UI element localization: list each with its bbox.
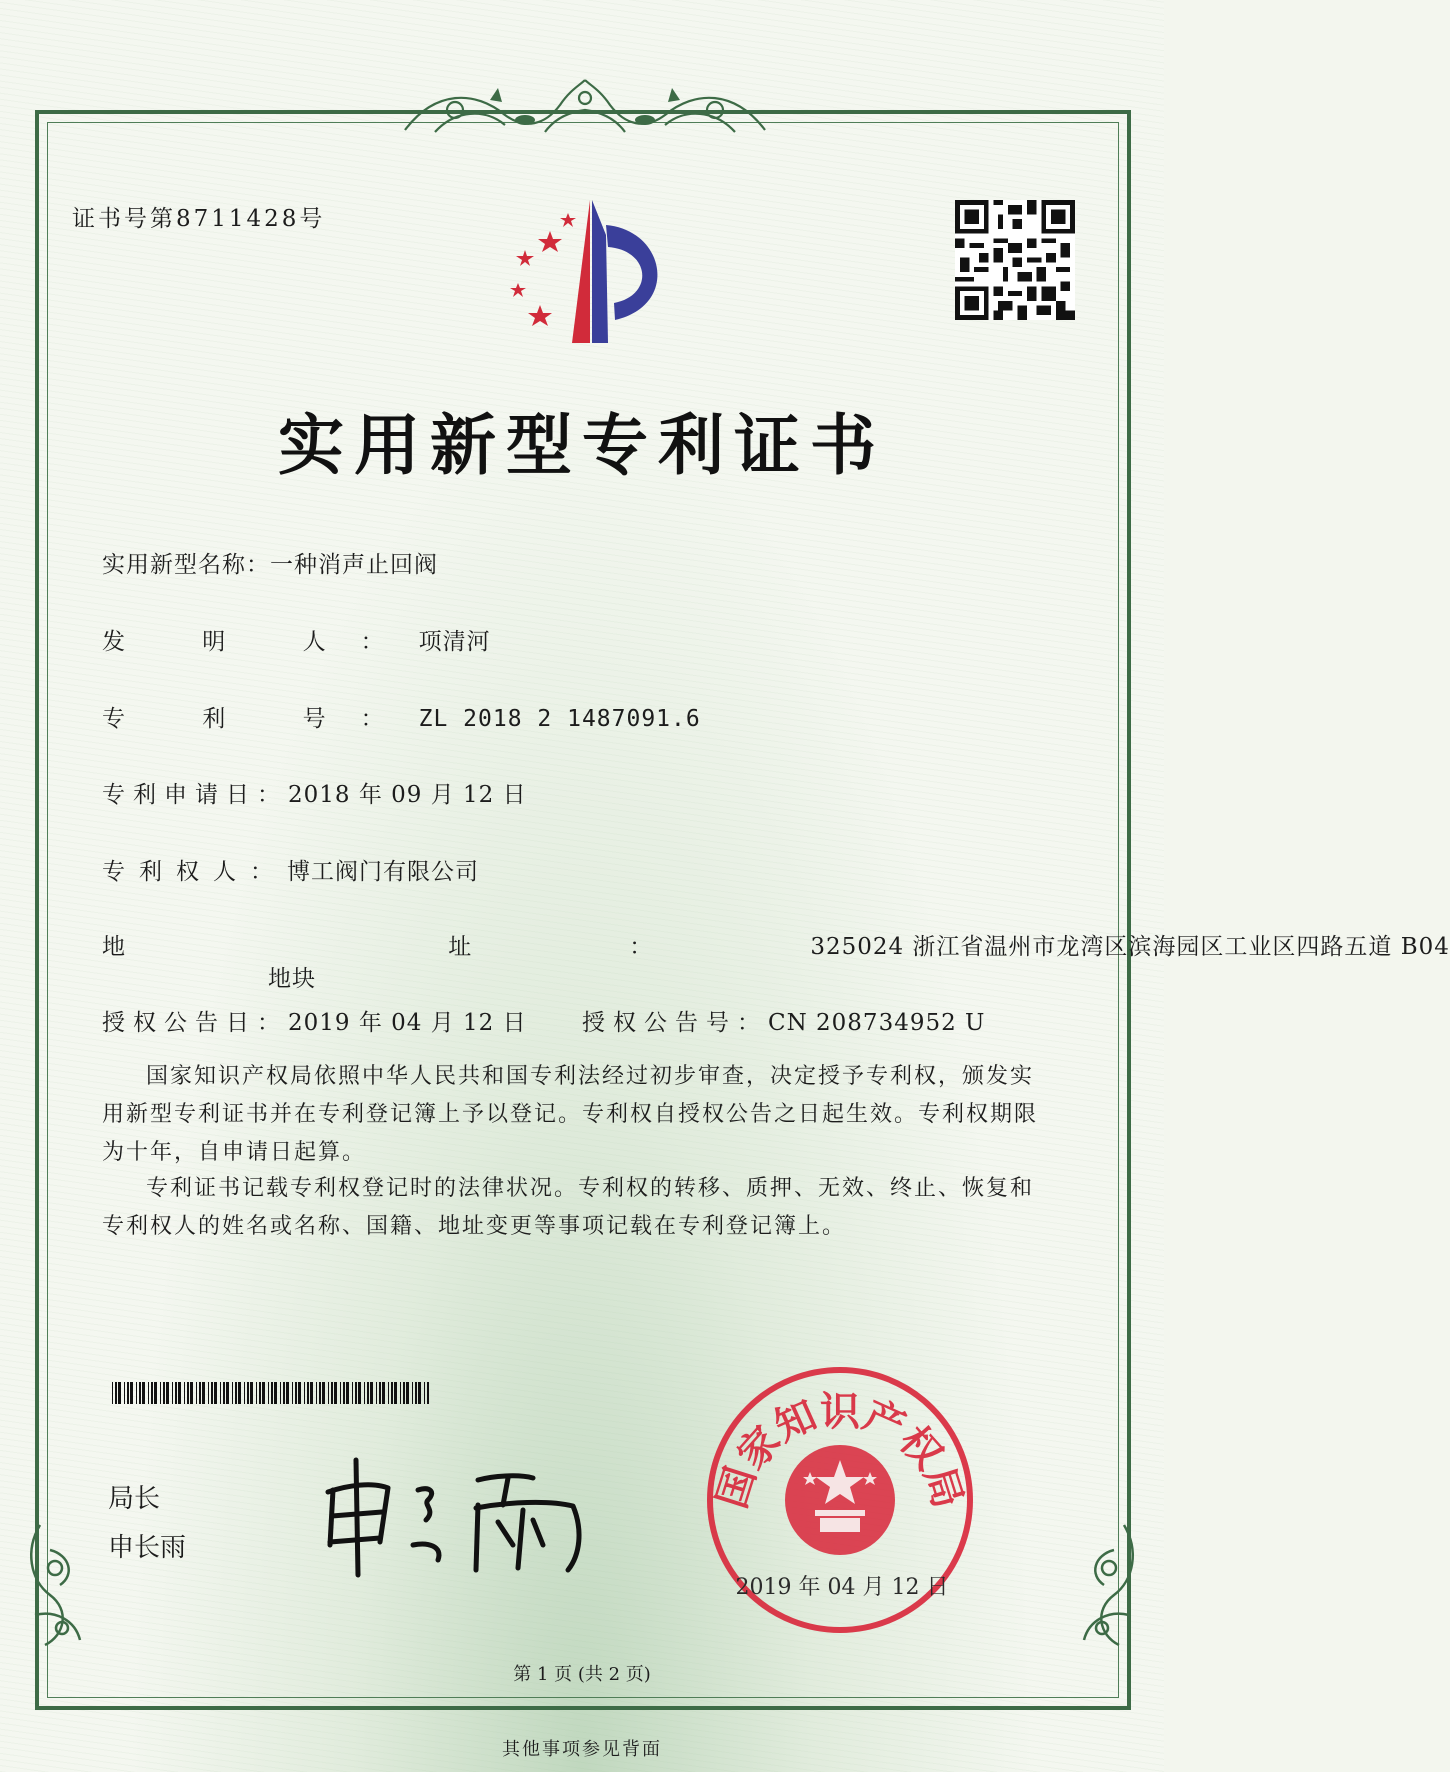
field-label: 授权公告日： <box>102 1010 288 1036</box>
field-value: 一种消声止回阀 <box>270 552 438 578</box>
field-label: 发 明 人： <box>102 629 419 655</box>
certificate-title: 实用新型专利证书 <box>278 406 886 484</box>
legal-paragraph: 国家知识产权局依照中华人民共和国专利法经过初步审查，决定授予专利权，颁发实用新型专利证书并在专利登记簿上予以登记。专利权自授权公告之日起生效。专利权期限为十年，自申请日起算。 <box>102 1064 1039 1165</box>
field-label: 专利权人： <box>102 859 287 885</box>
field-value: ZL 2018 2 1487091.6 <box>418 706 701 732</box>
legal-paragraph: 专利证书记载专利权登记时的法律状况。专利权的转移、质押、无效、终止、恢复和专利权人的姓名或名称、国籍、地址变更等事项记载在专利登记簿上。 <box>102 1176 1035 1239</box>
field-value: 博工阀门有限公司 <box>287 859 479 885</box>
field-application-date <box>102 776 527 809</box>
field-label: 专 利 号： <box>102 706 419 732</box>
field-label: 专利申请日： <box>102 782 288 808</box>
patent-office-emblem <box>490 195 690 355</box>
field-grant-date <box>102 1004 527 1037</box>
seal-text: 国家知识产权局 <box>709 1389 971 1514</box>
qr-code <box>955 200 1075 320</box>
field-value: 2018 年 09 月 12 日 <box>288 782 527 808</box>
certificate-number: 证书号第8711428号 <box>72 206 326 232</box>
top-ornament <box>395 70 775 150</box>
field-patent-number <box>102 700 701 733</box>
seal-date: 2019 年 04 月 12 日 <box>735 1575 949 1600</box>
field-inventor <box>102 623 491 656</box>
director-name: 申长雨 <box>108 1532 187 1562</box>
footer-note: 其他事项参见背面 <box>502 1739 662 1760</box>
director-title: 局长 <box>108 1483 161 1513</box>
field-value: 325024 浙江省温州市龙湾区滨海园区工业区四路五道 B04 <box>810 934 1450 960</box>
director-signature <box>318 1450 608 1580</box>
field-address-continued: 地块 <box>268 966 316 992</box>
page-indicator: 第 1 页 (共 2 页) <box>513 1664 651 1685</box>
field-label: 实用新型名称： <box>102 552 270 578</box>
field-utility-model-name <box>102 546 438 579</box>
field-value: 项清河 <box>418 629 491 655</box>
field-value: CN 208734952 U <box>768 1010 986 1036</box>
field-label: 地 址： <box>102 934 811 960</box>
field-value: 2019 年 04 月 12 日 <box>288 1010 527 1036</box>
field-address <box>102 928 1450 961</box>
field-label: 授权公告号： <box>582 1010 768 1036</box>
corner-ornament-right <box>1034 1520 1144 1650</box>
barcode <box>112 1382 432 1404</box>
field-grant-number <box>582 1004 985 1037</box>
field-patentee <box>102 853 479 886</box>
